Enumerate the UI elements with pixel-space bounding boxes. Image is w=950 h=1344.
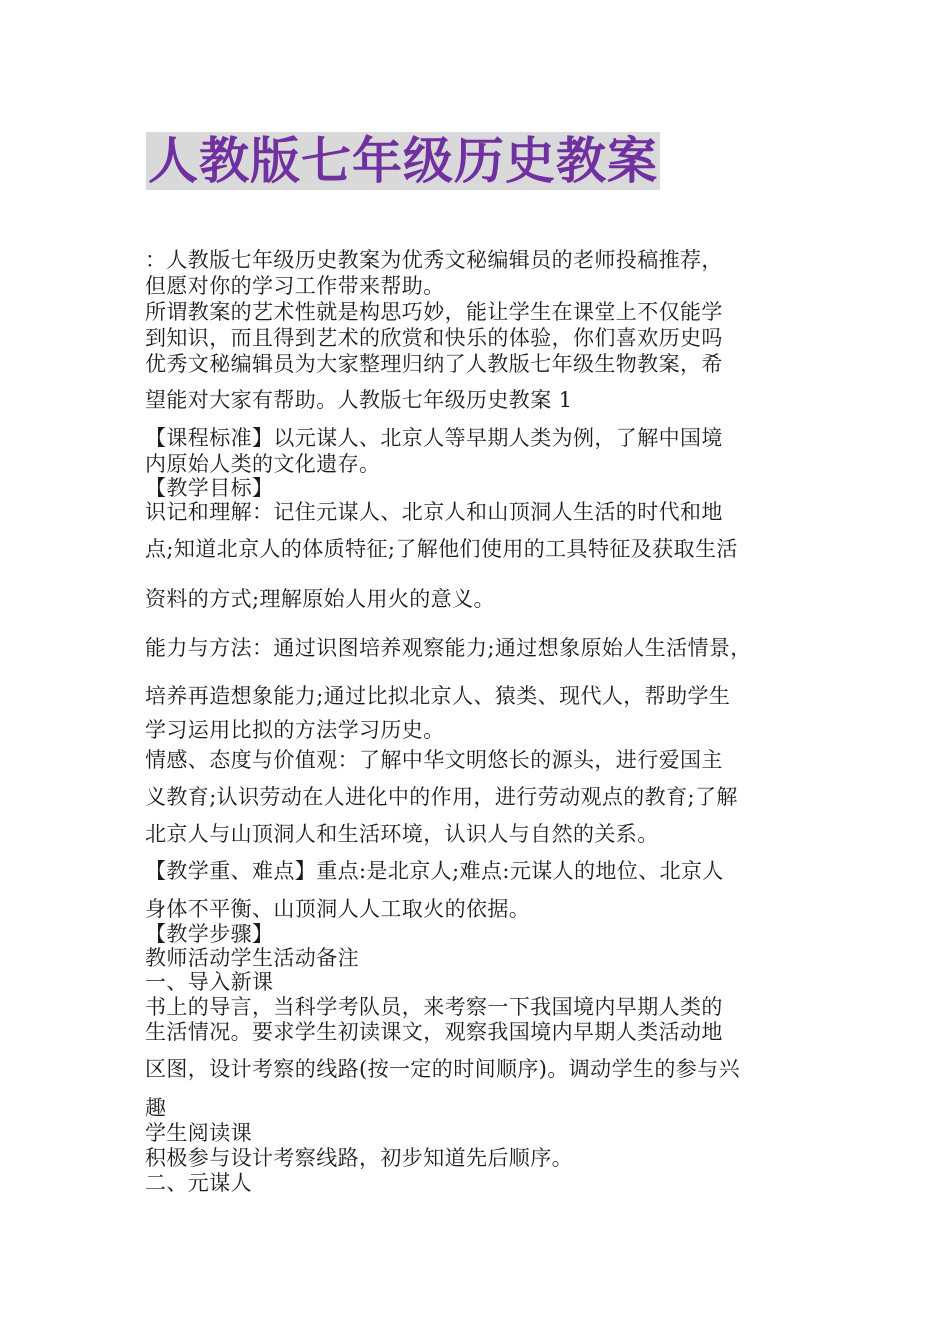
text-line: 一、导入新课 (145, 970, 274, 994)
text-line: 区图，设计考察的线路(按一定的时间顺序)。调动学生的参与兴 (145, 1057, 740, 1081)
text-line: 识记和理解：记住元谋人、北京人和山顶洞人生活的时代和地 (145, 500, 723, 524)
text-line: 情感、态度与价值观：了解中华文明悠长的源头，进行爱国主 (145, 748, 723, 772)
text-line: 义教育;认识劳动在人进化中的作用，进行劳动观点的教育;了解 (145, 785, 738, 809)
text-line: 优秀文秘编辑员为大家整理归纳了人教版七年级生物教案，希 (145, 352, 723, 376)
text-line: 点;知道北京人的体质特征;了解他们使用的工具特征及获取生活 (145, 537, 738, 561)
text-line: 内原始人类的文化遗存。 (145, 452, 381, 476)
text-line: 【教学目标】 (145, 476, 274, 500)
text-line: 望能对大家有帮助。人教版七年级历史教案 1 (145, 388, 573, 412)
text-line: 资料的方式;理解原始人用火的意义。 (145, 587, 495, 611)
text-line: 趣 (145, 1096, 167, 1120)
text-line: 所谓教案的艺术性就是构思巧妙，能让学生在课堂上不仅能学 (145, 300, 723, 324)
text-line: 北京人与山顶洞人和生活环境，认识人与自然的关系。 (145, 822, 659, 846)
text-line: 【教学步骤】 (145, 922, 274, 946)
text-line: 学习运用比拟的方法学习历史。 (145, 718, 445, 742)
text-line: 二、元谋人 (145, 1171, 252, 1195)
text-line: 生活情况。要求学生初读课文，观察我国境内早期人类活动地 (145, 1020, 723, 1044)
document-title: 人教版七年级历史教案 (148, 132, 658, 190)
text-line: 身体不平衡、山顶洞人人工取火的依据。 (145, 897, 531, 921)
text-line: 培养再造想象能力;通过比拟北京人、猿类、现代人，帮助学生 (145, 684, 731, 708)
text-line: 教师活动学生活动备注 (145, 946, 359, 970)
text-line: 但愿对你的学习工作带来帮助。 (145, 274, 445, 298)
text-line: 能力与方法：通过识图培养观察能力;通过想象原始人生活情景， (145, 636, 752, 660)
text-line: 到知识，而且得到艺术的欣赏和快乐的体验，你们喜欢历史吗 (145, 326, 723, 350)
text-line: 【课程标准】以元谋人、北京人等早期人类为例，了解中国境 (145, 426, 723, 450)
text-line: 积极参与设计考察线路，初步知道先后顺序。 (145, 1146, 573, 1170)
text-line: ：人教版七年级历史教案为优秀文秘编辑员的老师投稿推荐， (145, 248, 723, 272)
text-line: 【教学重、难点】重点:是北京人;难点:元谋人的地位、北京人 (145, 859, 724, 883)
text-line: 学生阅读课 (145, 1121, 252, 1145)
text-line: 书上的导言，当科学考队员，来考察一下我国境内早期人类的 (145, 995, 723, 1019)
